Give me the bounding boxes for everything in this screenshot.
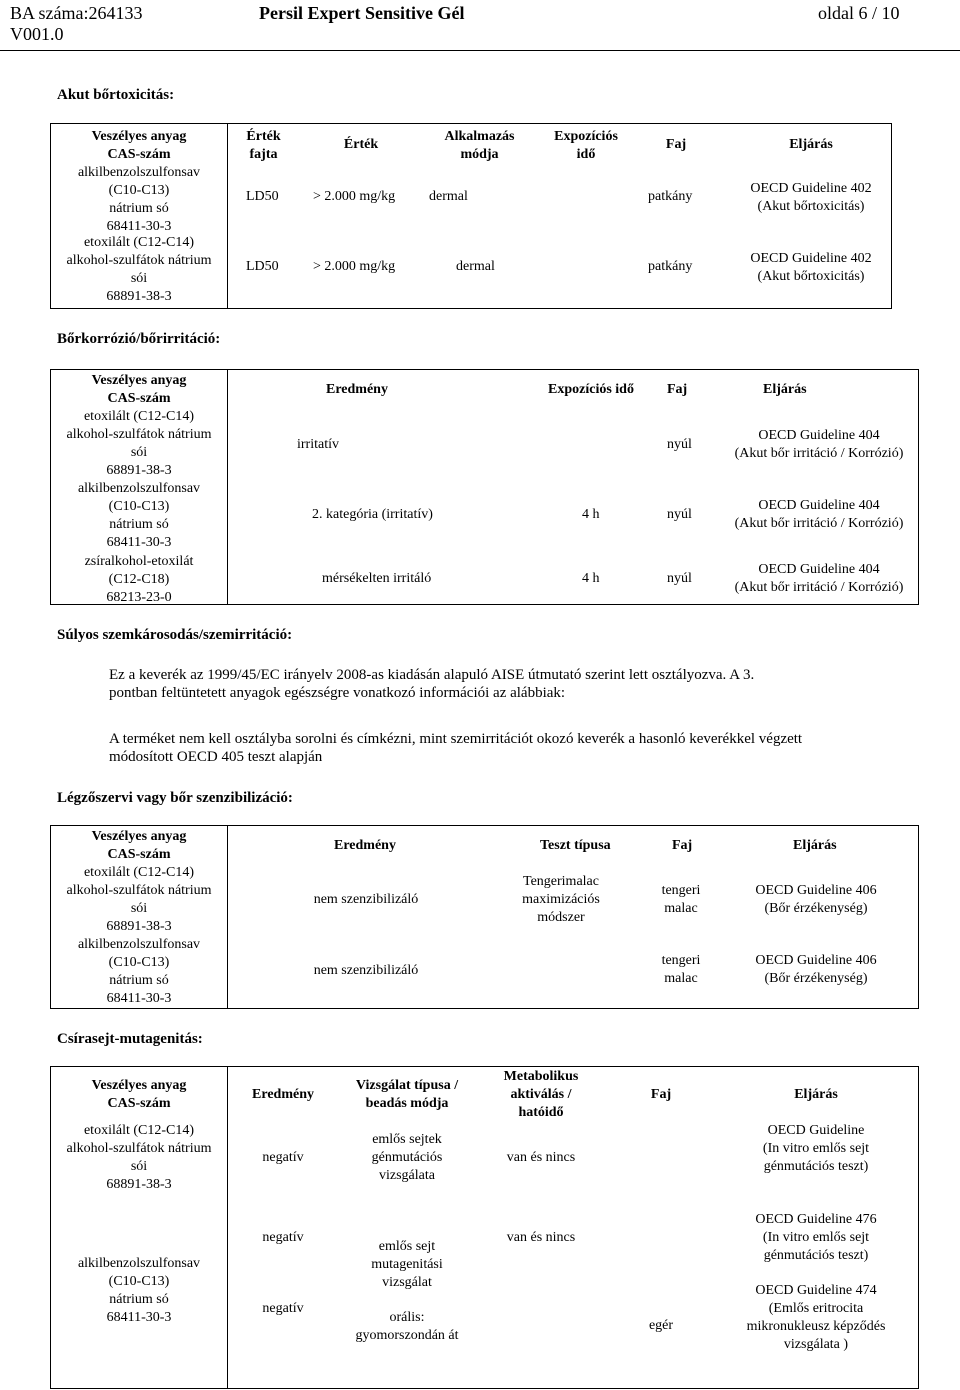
result-cell: 2. kategória (irritatív) bbox=[312, 507, 433, 522]
header-test-type: Teszt típusa bbox=[540, 838, 611, 853]
study-type-cell: emlős sejt mutagenitási vizsgálat bbox=[371, 1239, 443, 1290]
species-cell: tengeri malac bbox=[661, 953, 701, 986]
method-cell: OECD Guideline 404 (Akut bőr irritáció / Korrózió) bbox=[734, 562, 904, 595]
test-type-cell: Tengerimalac maximizációs módszer bbox=[522, 874, 600, 925]
table-row-substance: zsíralkohol-etoxilát (C12-C18) 68213-23-0 bbox=[84, 554, 194, 605]
result-cell: nem szenzibilizáló bbox=[313, 892, 419, 907]
header-study-type: Vizsgálat típusa / beadás módja bbox=[355, 1078, 459, 1111]
header-exposure: Expozíciós idő bbox=[554, 129, 618, 162]
value-type-cell: LD50 bbox=[246, 259, 279, 274]
method-cell: OECD Guideline 404 (Akut bőr irritáció / Korrózió) bbox=[734, 498, 904, 531]
route-cell: dermal bbox=[456, 259, 495, 274]
result-cell: negatív bbox=[262, 1230, 304, 1245]
species-cell: nyúl bbox=[667, 571, 692, 586]
header-method: Eljárás bbox=[763, 382, 807, 397]
header-species: Faj bbox=[667, 382, 688, 397]
ba-number: BA száma:264133 bbox=[10, 3, 143, 23]
header-divider bbox=[0, 50, 960, 51]
species-cell: nyúl bbox=[667, 437, 692, 452]
mutagenicity-table bbox=[50, 1066, 919, 1389]
column-divider bbox=[227, 370, 228, 604]
skin-corrosion-table bbox=[50, 369, 919, 605]
header-substance: Veszélyes anyag CAS-szám bbox=[91, 1078, 187, 1111]
header-species: Faj bbox=[672, 838, 693, 853]
table-row-substance: alkilbenzolszulfonsav (C10-C13) nátrium só 68411-30-3 bbox=[77, 481, 201, 550]
header-substance: Veszélyes anyag CAS-szám bbox=[91, 829, 187, 862]
header-exposure: Expozíciós idő bbox=[548, 382, 634, 397]
eye-paragraph-2: A terméket nem kell osztályba sorolni és címkézni, mint szemirritációt okozó keverék a hasonló keverékkel végzett módosított OECD 405 teszt alapján bbox=[109, 731, 803, 765]
column-divider bbox=[227, 826, 228, 1008]
table-row-substance: etoxilált (C12-C14) alkohol-szulfátok nátrium sói 68891-38-3 bbox=[66, 1123, 212, 1192]
header-result: Eredmény bbox=[252, 1087, 314, 1102]
section-title-sensitization: Légzőszervi vagy bőr szenzibilizáció: bbox=[57, 790, 293, 806]
section-title-acute-dermal: Akut bőrtoxicitás: bbox=[57, 87, 175, 103]
table-row-substance: etoxilált (C12-C14) alkohol-szulfátok nátrium sói 68891-38-3 bbox=[66, 409, 212, 478]
header-method: Eljárás bbox=[793, 838, 837, 853]
method-cell: OECD Guideline (In vitro emlős sejt génmutációs teszt) bbox=[762, 1123, 870, 1174]
method-cell: OECD Guideline 476 (In vitro emlős sejt génmutációs teszt) bbox=[755, 1212, 877, 1263]
header-substance: Veszélyes anyag CAS-szám bbox=[91, 129, 187, 162]
header-route: Alkalmazás módja bbox=[444, 129, 515, 162]
table-row-substance: alkilbenzolszulfonsav (C10-C13) nátrium só 68411-30-3 bbox=[77, 165, 201, 234]
product-title: Persil Expert Sensitive Gél bbox=[259, 3, 465, 23]
header-species: Faj bbox=[665, 137, 687, 152]
species-cell: egér bbox=[648, 1318, 674, 1333]
result-cell: mérsékelten irritáló bbox=[322, 571, 432, 586]
study-type-cell: emlős sejtek génmutációs vizsgálata bbox=[371, 1132, 443, 1183]
page-indicator: oldal 6 / 10 bbox=[818, 3, 900, 23]
acute-dermal-table bbox=[50, 123, 892, 309]
species-cell: patkány bbox=[648, 259, 693, 274]
header-activation: Metabolikus aktiválás / hatóidő bbox=[503, 1069, 579, 1120]
species-cell: nyúl bbox=[667, 507, 692, 522]
table-row-substance: etoxilált (C12-C14) alkohol-szulfátok nátrium sói 68891-38-3 bbox=[66, 865, 212, 934]
route-cell: dermal bbox=[429, 189, 468, 204]
activation-cell: van és nincs bbox=[506, 1230, 576, 1245]
header-value: Érték bbox=[343, 137, 379, 152]
result-cell: negatív bbox=[262, 1150, 304, 1165]
species-cell: tengeri malac bbox=[661, 883, 701, 916]
result-cell: nem szenzibilizáló bbox=[313, 963, 419, 978]
result-cell: irritatív bbox=[297, 437, 339, 452]
eye-paragraph-1: Ez a keverék az 1999/45/EC irányelv 2008-as kiadásán alapuló AISE útmutató szerint lett osztályozva. A 3. pontban feltüntetett anyagok egészségre vonatkozó információi az alábbiak: bbox=[109, 667, 755, 701]
species-cell: patkány bbox=[648, 189, 693, 204]
method-cell: OECD Guideline 404 (Akut bőr irritáció / Korrózió) bbox=[734, 428, 904, 461]
section-title-eye-damage: Súlyos szemkárosodás/szemirritáció: bbox=[57, 627, 293, 643]
table-row-substance: alkilbenzolszulfonsav (C10-C13) nátrium só 68411-30-3 bbox=[77, 1256, 201, 1325]
version-label: V001.0 bbox=[10, 24, 64, 44]
header-species: Faj bbox=[650, 1087, 672, 1102]
exposure-cell: 4 h bbox=[582, 507, 600, 522]
sensitization-table bbox=[50, 825, 919, 1009]
value-cell: > 2.000 mg/kg bbox=[313, 189, 396, 204]
method-cell: OECD Guideline 402 (Akut bőrtoxicitás) bbox=[750, 251, 872, 284]
section-title-skin-corrosion: Bőrkorrózió/bőrirritáció: bbox=[57, 331, 221, 347]
method-cell: OECD Guideline 406 (Bőr érzékenység) bbox=[755, 883, 877, 916]
method-cell: OECD Guideline 402 (Akut bőrtoxicitás) bbox=[750, 181, 872, 214]
header-method: Eljárás bbox=[794, 1087, 838, 1102]
result-cell: negatív bbox=[262, 1301, 304, 1316]
table-row-substance: alkilbenzolszulfonsav (C10-C13) nátrium só 68411-30-3 bbox=[77, 937, 201, 1006]
method-cell: OECD Guideline 474 (Emlős eritrocita mikronukleusz képződés vizsgálata ) bbox=[746, 1283, 886, 1352]
value-type-cell: LD50 bbox=[246, 189, 279, 204]
column-divider bbox=[227, 1067, 228, 1388]
header-result: Eredmény bbox=[334, 838, 396, 853]
value-cell: > 2.000 mg/kg bbox=[313, 259, 396, 274]
header-value-type: Érték fajta bbox=[246, 129, 281, 162]
activation-cell: van és nincs bbox=[506, 1150, 576, 1165]
exposure-cell: 4 h bbox=[582, 571, 600, 586]
administration-cell: orális: gyomorszondán át bbox=[355, 1310, 459, 1343]
header-method: Eljárás bbox=[789, 137, 833, 152]
header-result: Eredmény bbox=[326, 382, 388, 397]
section-title-mutagenicity: Csírasejt-mutagenitás: bbox=[57, 1031, 203, 1047]
method-cell: OECD Guideline 406 (Bőr érzékenység) bbox=[755, 953, 877, 986]
table-row-substance: etoxilált (C12-C14) alkohol-szulfátok nátrium sói 68891-38-3 bbox=[66, 235, 212, 304]
header-substance: Veszélyes anyag CAS-szám bbox=[91, 373, 187, 406]
